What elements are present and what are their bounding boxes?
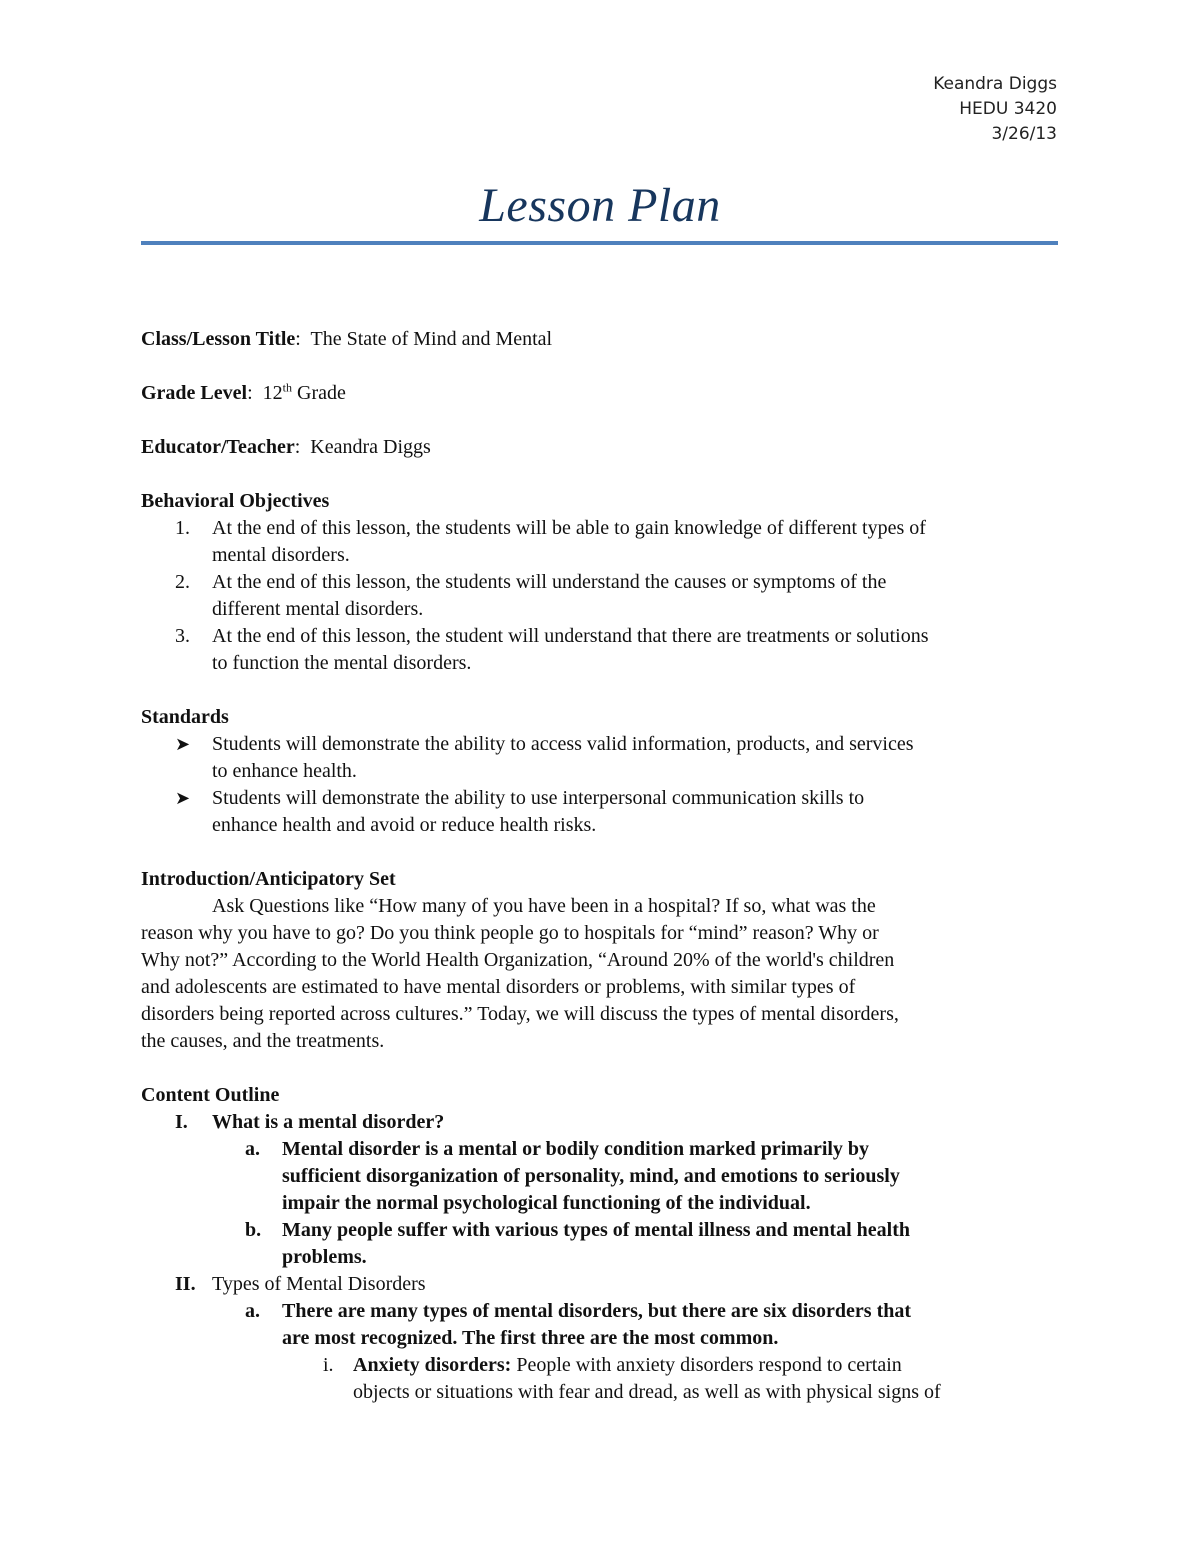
- outline-heading: Content Outline: [141, 1084, 280, 1106]
- term-definition: People with anxiety disorders respond to certain: [511, 1354, 902, 1376]
- educator-label: Educator/Teacher: [141, 436, 295, 458]
- objective-text-line: different mental disorders.: [212, 598, 424, 620]
- standard-item: [141, 731, 1061, 785]
- objective-text-line: At the end of this lesson, the students will be able to gain knowledge of different types of: [212, 517, 926, 539]
- objectives-list: [141, 515, 1061, 677]
- outline-text-line: [353, 1352, 1061, 1379]
- introduction-line: Why not?” According to the World Health Organization, “Around 20% of the world's children: [141, 949, 895, 971]
- introduction-heading: Introduction/Anticipatory Set: [141, 868, 396, 890]
- outline-text-line: objects or situations with fear and dread, as well as with physical signs of: [353, 1381, 941, 1403]
- grade-level-field: Grade Level: 12th Grade: [141, 380, 346, 404]
- outline-subitem: [141, 1217, 1061, 1271]
- educator-field: Educator/Teacher: Keandra Diggs: [141, 436, 431, 458]
- educator-value: Keandra Diggs: [310, 436, 431, 458]
- standard-text-line: to enhance health.: [212, 760, 357, 782]
- objective-text-line: to function the mental disorders.: [212, 652, 472, 674]
- standard-text-line: Students will demonstrate the ability to access valid information, products, and services: [212, 733, 914, 755]
- document-body: [141, 326, 1061, 1406]
- author-header: [933, 72, 1057, 147]
- arrow-bullet-icon: ➤: [175, 788, 191, 809]
- document-date: 3/26/13: [991, 124, 1057, 144]
- objective-item: [141, 569, 1061, 623]
- term-label: Anxiety disorders:: [353, 1354, 512, 1376]
- introduction-paragraph: [141, 893, 1061, 1055]
- title-underline: [141, 241, 1058, 245]
- content-outline: [141, 1109, 1061, 1406]
- objective-item: [141, 515, 1061, 569]
- outline-section-title: Types of Mental Disorders: [212, 1273, 426, 1295]
- outline-text-line: problems.: [282, 1246, 367, 1268]
- objective-item: [141, 623, 1061, 677]
- standards-list: [141, 731, 1061, 839]
- standard-text-line: enhance health and avoid or reduce health risks.: [212, 814, 597, 836]
- list-number: 1.: [175, 517, 190, 539]
- outline-text-line: Many people suffer with various types of mental illness and mental health: [282, 1219, 910, 1241]
- standards-heading: Standards: [141, 706, 229, 728]
- introduction-line: the causes, and the treatments.: [141, 1030, 385, 1052]
- letter-marker: a.: [245, 1138, 260, 1160]
- list-number: 2.: [175, 571, 190, 593]
- outline-section: [141, 1271, 1061, 1298]
- grade-number: 12: [262, 382, 283, 404]
- letter-marker: a.: [245, 1300, 260, 1322]
- introduction-line: reason why you have to go? Do you think people go to hospitals for “mind” reason? Why or: [141, 922, 879, 944]
- author-name: Keandra Diggs: [933, 74, 1057, 94]
- introduction-line: disorders being reported across cultures.” Today, we will discuss the types of mental disorders,: [141, 1003, 899, 1025]
- outline-text-line: There are many types of mental disorders, but there are six disorders that: [282, 1300, 912, 1322]
- outline-subitem: [141, 1298, 1061, 1352]
- roman-numeral: II.: [175, 1273, 196, 1295]
- class-title-value: The State of Mind and Mental: [310, 328, 553, 350]
- standard-item: [141, 785, 1061, 839]
- outline-subsubitem: [141, 1352, 1061, 1406]
- objective-text-line: At the end of this lesson, the students will understand the causes or symptoms of the: [212, 571, 887, 593]
- class-title-field: Class/Lesson Title: The State of Mind and Mental: [141, 328, 553, 350]
- outline-text-line: are most recognized. The first three are the most common.: [282, 1327, 779, 1349]
- objectives-heading: Behavioral Objectives: [141, 490, 330, 512]
- roman-numeral: I.: [175, 1111, 188, 1133]
- course-code: HEDU 3420: [959, 99, 1057, 119]
- outline-text-line: impair the normal psychological functioning of the individual.: [282, 1192, 811, 1214]
- arrow-bullet-icon: ➤: [175, 734, 191, 755]
- outline-text-line: sufficient disorganization of personality, mind, and emotions to seriously: [282, 1165, 900, 1187]
- introduction-line: and adolescents are estimated to have mental disorders or problems, with similar types of: [141, 976, 856, 998]
- class-title-label: Class/Lesson Title: [141, 328, 296, 350]
- list-number: 3.: [175, 625, 190, 647]
- outline-section: [141, 1109, 1061, 1136]
- introduction-line: Ask Questions like “How many of you have been in a hospital? If so, what was the: [212, 895, 876, 917]
- outline-text-line: Mental disorder is a mental or bodily condition marked primarily by: [282, 1138, 870, 1160]
- outline-subitem: [141, 1136, 1061, 1217]
- objective-text-line: At the end of this lesson, the student will understand that there are treatments or solutions: [212, 625, 929, 647]
- letter-marker: b.: [245, 1219, 262, 1241]
- objective-text-line: mental disorders.: [212, 544, 350, 566]
- standard-text-line: Students will demonstrate the ability to use interpersonal communication skills to: [212, 787, 865, 809]
- grade-suffix: th: [282, 380, 292, 395]
- document-title: Lesson Plan: [479, 179, 721, 232]
- grade-word: Grade: [292, 382, 346, 404]
- outline-section-title: What is a mental disorder?: [212, 1111, 445, 1133]
- roman-lower-marker: i.: [323, 1354, 334, 1376]
- grade-level-label: Grade Level: [141, 382, 248, 404]
